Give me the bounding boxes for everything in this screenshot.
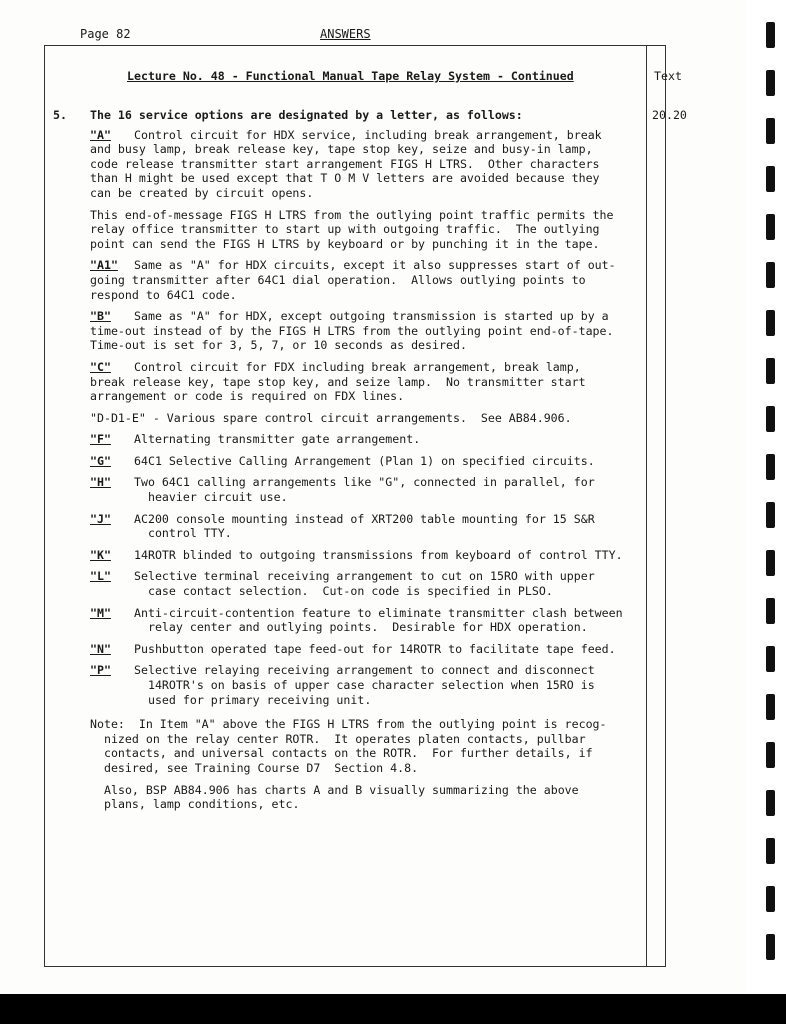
option-m [90,606,646,635]
text-column-label: Text [654,69,682,83]
binding-hole [766,646,775,672]
option-text: Control circuit for FDX including break arrangement, break lamp, break release key, tape stop key, and seize lamp. No transmitter start arrangement or code is required on FDX lines. [90,359,586,404]
binding-hole [766,502,775,528]
option-code: "N" [90,641,111,656]
binding-strip [746,0,786,1024]
option-code: "G" [90,453,111,468]
option-code: "L" [90,569,111,584]
option-text: 64C1 Selective Calling Arrangement (Plan 1) on specified circuits. [134,453,595,468]
option-text: Selective relaying receiving arrangement to connect and disconnect 14ROTR's on basis of upper case character selection when 15RO is used for primary receiving unit. [134,663,595,707]
binding-hole [766,70,775,96]
option-text: Control circuit for HDX service, including break arrangement, break and busy lamp, break release key, tape stop key, seize and busy-in lamp, code release transmitter start arrangement FIGS H LTRS. Other characters than H might be used except that T O M V letters are avoided because they can be created by circuit opens. [90,127,602,200]
option-p [90,663,646,707]
option-code: "F" [90,432,111,447]
option-c [90,360,646,404]
option-code: "K" [90,547,111,562]
option-text: 14ROTR blinded to outgoing transmissions from keyboard of control TTY. [134,547,623,562]
option-text: AC200 console mounting instead of XRT200 table mounting for 15 S&R control TTY. [134,511,595,541]
page-header-title: ANSWERS [320,27,371,41]
binding-hole [766,790,775,816]
option-list [90,432,646,707]
binding-hole [766,166,775,192]
binding-hole [766,886,775,912]
page-number: Page 82 [80,27,131,41]
option-code: "H" [90,475,111,490]
answer-content [90,108,646,819]
option-text: Two 64C1 calling arrangements like "G", connected in parallel, for heavier circuit use. [134,475,595,505]
binding-hole [766,838,775,864]
option-j [90,512,646,541]
option-code: "A1" [90,258,118,273]
option-text: Alternating transmitter gate arrangement. [134,432,421,447]
option-b [90,309,646,353]
binding-hole [766,598,775,624]
option-text: Anti-circuit-contention feature to eliminate transmitter clash between relay center and outlying points. Desirable for HDX operation. [134,605,623,635]
option-text: Pushbutton operated tape feed-out for 14ROTR to facilitate tape feed. [134,641,616,656]
binding-hole [766,454,775,480]
scan-bottom-edge [0,994,786,1024]
binding-hole [766,310,775,336]
option-code: "C" [90,359,111,374]
binding-hole [766,118,775,144]
binding-hole [766,694,775,720]
binding-hole [766,262,775,288]
option-code: "J" [90,511,111,526]
option-l [90,569,646,598]
option-code: "A" [90,127,111,142]
option-text: Same as "A" for HDX, except outgoing transmission is started up by a time-out instead of by the FIGS H LTRS from the outlying point end-of-tape. Time-out is set for 3, 5, 7, or 10 seconds as desired. [90,309,614,353]
binding-hole [766,934,775,960]
also-text: Also, BSP AB84.906 has charts A and B visually summarizing the above plans, lamp conditions, etc. [104,782,579,812]
option-k [90,548,646,563]
option-a-paragraph: This end-of-message FIGS H LTRS from the outlying point traffic permits the relay office transmitter to start up with outgoing traffic. The outlying point can send the FIGS H LTRS by keyboard or by punching it in the tape. [90,207,614,251]
option-text: Selective terminal receiving arrangement to cut on 15RO with upper case contact selection. Cut-on code is specified in PLSO. [134,569,595,599]
binding-hole [766,358,775,384]
lecture-title: Lecture No. 48 - Functional Manual Tape Relay System - Continued [127,69,574,83]
binding-hole [766,550,775,576]
intro-text: The 16 service options are designated by a letter, as follows: [90,108,523,122]
note-text: Note: In Item "A" above the FIGS H LTRS from the outlying point is recog- nized on the relay center ROTR. It operates platen contacts, pullbar contacts, and universal contacts on the ROTR. For further details, if desired, see Training Course D7 Section 4.8. [90,717,607,775]
binding-hole [766,214,775,240]
binding-hole [766,742,775,768]
option-text: Same as "A" for HDX circuits, except it also suppresses start of out- going transmitter after 64C1 dial operation. Allows outlying points to respond to 64C1 code. [90,258,616,302]
binding-hole [766,22,775,48]
option-g [90,454,646,469]
option-code: "B" [90,309,111,324]
item-number: 5. [53,108,67,122]
option-n [90,642,646,657]
option-f [90,432,646,447]
option-a [90,128,646,201]
option-d: "D-D1-E" - Various spare control circuit arrangements. See AB84.906. [90,410,572,425]
text-reference: 20.20 [652,108,687,122]
option-a1 [90,258,646,302]
option-code: "M" [90,605,111,620]
option-code: "P" [90,663,111,678]
binding-hole [766,406,775,432]
option-h [90,475,646,504]
margin-column-divider [646,45,647,967]
